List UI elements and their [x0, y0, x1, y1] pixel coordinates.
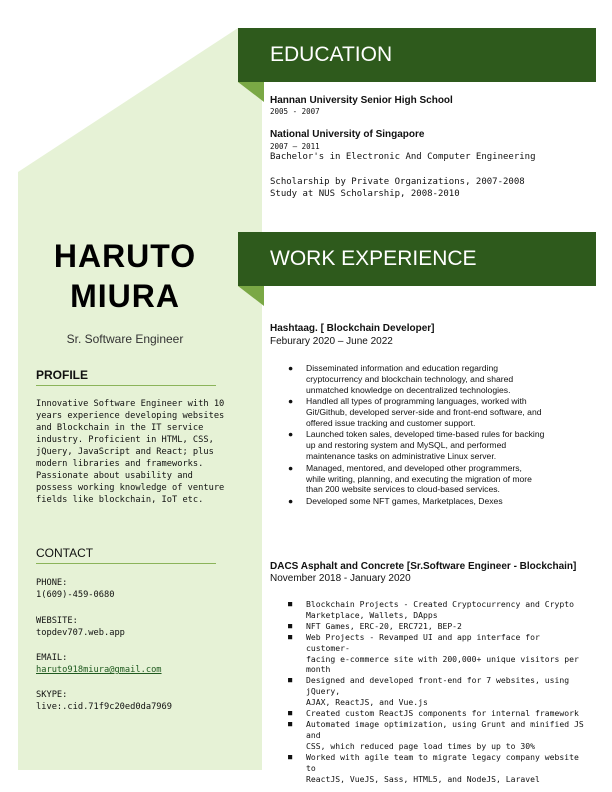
- bullet-dot-icon: ●: [288, 462, 294, 473]
- bullet-dot-icon: ●: [288, 396, 294, 407]
- school-1-name: Hannan University Senior High School: [270, 95, 453, 106]
- work-experience-banner: WORK EXPERIENCE: [238, 232, 596, 286]
- scholarship-2: Study at NUS Scholarship, 2008-2010: [270, 189, 460, 199]
- profile-line: Passionate about usability and: [36, 471, 193, 481]
- bullet-line: unmatched knowledge on decentralized technologies.: [306, 384, 511, 395]
- first-name: HARUTO: [53, 238, 197, 274]
- job-2-company-text: DACS Asphalt and Concrete [Sr.Software Engineer - Blockchain]: [270, 561, 577, 572]
- profile-line: and Blockchain in the IT service: [36, 423, 204, 433]
- list-item: [288, 363, 586, 396]
- list-item: [288, 708, 586, 719]
- work-banner-fold: [238, 286, 264, 306]
- profile-line: Innovative Software Engineer with 10: [36, 399, 225, 409]
- bullet-line: Web Projects - Revamped UI and app interface for customer-: [306, 631, 540, 653]
- bullet-line: Launched token sales, developed time-based rules for backing: [306, 429, 545, 440]
- bullet-line: Managed, mentored, and developed other programmers,: [306, 462, 522, 473]
- bullet-line: while writing, planning, and executing the migration of more: [306, 473, 532, 484]
- bullet-line: AJAX, ReactJS, and Vue.js: [306, 697, 428, 708]
- bullet-line: Automated image optimization, using Grunt and minified JS and: [306, 718, 584, 740]
- profile-text: [36, 398, 232, 506]
- bullet-square-icon: ■: [288, 632, 293, 641]
- education-banner: EDUCATION: [238, 28, 596, 82]
- list-item: [288, 675, 586, 708]
- bullet-square-icon: ■: [288, 752, 293, 761]
- profile-line: industry. Proficient in HTML, CSS,: [36, 435, 214, 445]
- degree: Bachelor's in Electronic And Computer Engineering: [270, 152, 536, 162]
- bullet-square-icon: ■: [288, 676, 293, 685]
- profile-heading: PROFILE: [36, 368, 216, 386]
- bullet-line: Created custom ReactJS components for internal framework: [306, 708, 579, 719]
- list-item: [288, 620, 586, 632]
- phone-label: PHONE:: [36, 578, 68, 588]
- profile-line: fields like blockchain, IoT etc.: [36, 495, 204, 505]
- bullet-line: maintenance tasks on administrative Linux server.: [306, 451, 497, 462]
- list-item: [288, 751, 586, 785]
- email-link-wrap: [36, 664, 162, 676]
- job-2-bullets: [288, 599, 586, 784]
- bullet-line: Disseminated information and education regarding: [306, 363, 499, 373]
- bullet-line: facing e-commerce site with 200,000+ unique visitors per month: [306, 653, 579, 675]
- skype-value: live:.cid.71f9c20ed0da7969: [36, 702, 172, 712]
- website-value: topdev707.web.app: [36, 628, 125, 638]
- website-label: WEBSITE:: [36, 616, 78, 626]
- list-item: [288, 429, 586, 462]
- email-link[interactable]: haruto918miura@gmail.com: [36, 665, 162, 675]
- education-banner-fold: [238, 82, 264, 102]
- bullet-dot-icon: ●: [288, 363, 294, 373]
- bullet-line: ReactJS, VueJS, Sass, HTML5, and NodeJS, Laravel: [306, 773, 540, 784]
- bullet-dot-icon: ●: [288, 429, 294, 440]
- scholarship-1: Scholarship by Private Organizations, 2007-2008: [270, 177, 525, 187]
- job-2-dates: November 2018 - January 2020: [270, 573, 411, 584]
- bullet-line: Marketplace, Wallets, DApps: [306, 609, 438, 620]
- bullet-line: than 200 website services to cloud-based services.: [306, 484, 500, 495]
- bullet-line: Blockchain Projects - Created Cryptocurrency and Crypto: [306, 599, 575, 609]
- bullet-line: up and restoring system and MySQL, and performed: [306, 440, 507, 451]
- bullet-line: Worked with agile team to migrate legacy company website to: [306, 751, 579, 773]
- bullet-square-icon: ■: [288, 709, 293, 718]
- last-name: MIURA: [70, 278, 180, 314]
- email-label: EMAIL:: [36, 653, 68, 663]
- school-2-name: National University of Singapore: [270, 129, 425, 140]
- list-item: [288, 599, 586, 621]
- bullet-line: Developed some NFT games, Marketplaces, Dexes: [306, 495, 503, 506]
- bullet-line: cryptocurrency and blockchain technology, and shared: [306, 373, 514, 384]
- bullet-line: NFT Games, ERC-20, ERC721, BEP-2: [306, 620, 462, 631]
- profile-line: modern libraries and frameworks.: [36, 459, 204, 469]
- bullet-line: CSS, which reduced page load times by up to 30%: [306, 740, 536, 751]
- bullet-dot-icon: ●: [288, 495, 294, 506]
- job-2-company: [270, 561, 576, 573]
- bullet-line: Designed and developed front-end for 7 websites, using jQuery,: [306, 675, 570, 697]
- list-item: [288, 396, 586, 429]
- school-2-years: 2007 – 2011: [270, 142, 320, 151]
- school-1-years: 2005 - 2007: [270, 107, 320, 116]
- job-1-company: [270, 323, 435, 335]
- list-item: [288, 495, 586, 507]
- contact-heading: CONTACT: [36, 546, 216, 564]
- list-item: [288, 631, 586, 676]
- list-item: [288, 462, 586, 496]
- school-2: [270, 129, 424, 141]
- profile-line: possess working knowledge of venture: [36, 483, 225, 493]
- bullet-square-icon: ■: [288, 600, 293, 608]
- job-title: Sr. Software Engineer: [66, 332, 184, 346]
- bullet-square-icon: ■: [288, 719, 293, 728]
- profile-line: years experience developing websites: [36, 411, 225, 421]
- bullet-line: Handled all types of programming languages, worked with: [306, 396, 527, 407]
- bullet-line: Git/Github, developed server-side and front-end software, and: [306, 407, 542, 418]
- job-1-dates: Feburary 2020 – June 2022: [270, 336, 393, 347]
- bullet-line: offered issue tracking and customer support.: [306, 418, 476, 429]
- job-1-bullets: [288, 363, 586, 507]
- profile-line: jQuery, JavaScript and React; plus: [36, 447, 214, 457]
- list-item: [288, 718, 586, 752]
- job-1-company-text: Hashtaag. [ Blockchain Developer]: [270, 323, 435, 334]
- school-1-years-row: [270, 106, 320, 118]
- bullet-square-icon: ■: [288, 621, 293, 630]
- skype-label: SKYPE:: [36, 690, 68, 700]
- phone-value: 1(609)-459-0680: [36, 590, 115, 600]
